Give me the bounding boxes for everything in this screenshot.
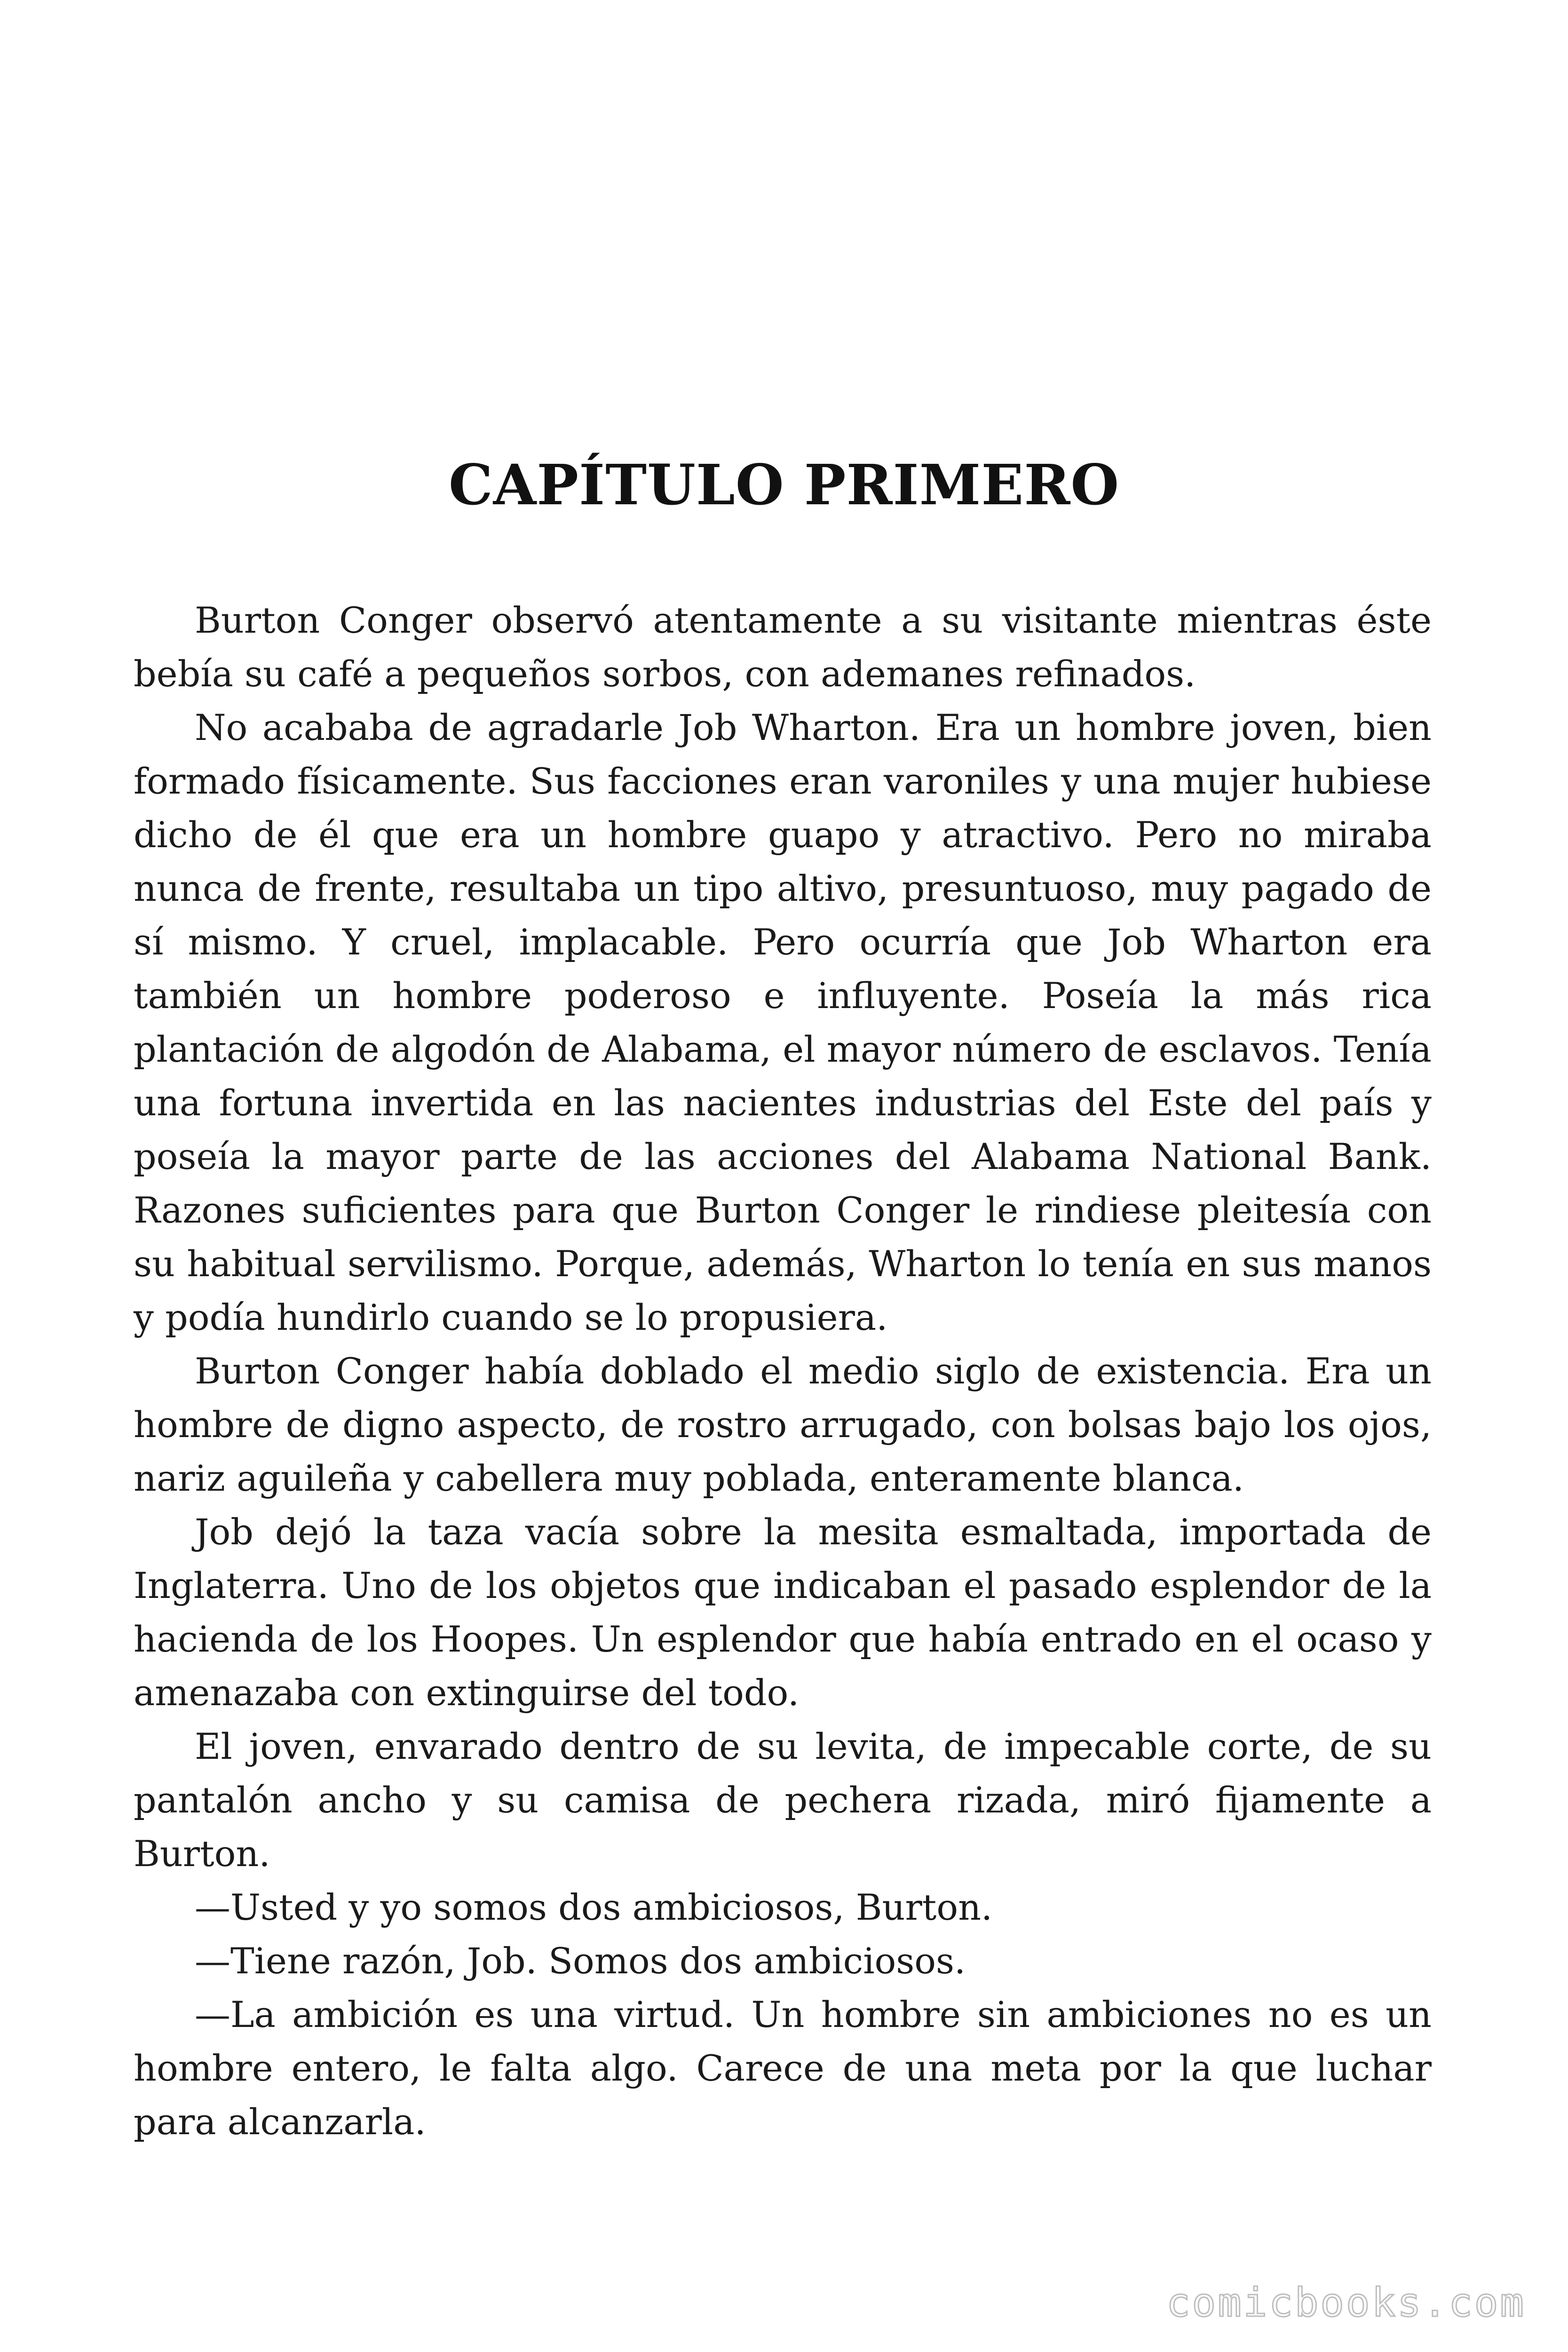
dialogue-line: —Tiene razón, Job. Somos dos ambiciosos. (195, 1940, 966, 1982)
dialogue-line: —Usted y yo somos dos ambiciosos, Burton. (195, 1886, 993, 1928)
chapter-title: CAPÍTULO PRIMERO (448, 452, 1120, 517)
paragraph: Job dejó la taza vacía sobre la mesita esmaltada, importada de Inglaterra. Uno de los objetos que indicaban el pasado esplendor de la hacienda de los Hoopes. Un esplendor que había entrado en el ocaso y amenazaba con extinguirse del todo. (134, 1511, 1432, 1714)
paragraph: Burton Conger había doblado el medio siglo de existencia. Era un hombre de digno aspecto, de rostro arrugado, con bolsas bajo los ojos, nariz aguileña y cabellera muy poblada, enteramente blanca. (134, 1350, 1432, 1499)
paragraph: Burton Conger observó atentamente a su visitante mientras éste bebía su café a pequeños sorbos, con ademanes refinados. (134, 599, 1432, 695)
dialogue-line: —La ambición es una virtud. Un hombre sin ambiciones no es un hombre entero, le falta algo. Carece de una meta por la que luchar para alcanzarla. (134, 1994, 1432, 2143)
watermark: comicbooks.com (1166, 2280, 1526, 2326)
paragraph: No acababa de agradarle Job Wharton. Era un hombre joven, bien formado físicamente. Sus facciones eran varoniles y una mujer hubiese dicho de él que era un hombre guapo y atractivo. Pero no miraba nunca de frente, resultaba un tipo altivo, presuntuoso, muy pagado de sí mismo. Y cruel, implacable. Pero ocurría que Job Wharton era también un hombre poderoso e influyente. Poseía la más rica plantación de algodón de Alabama, el mayor número de esclavos. Tenía una fortuna invertida en las nacientes industrias del Este del país y poseía la mayor parte de las acciones del Alabama National Bank. Razones suficientes para que Burton Conger le rindiese pleitesía con su habitual servilismo. Porque, además, Wharton lo tenía en sus manos y podía hundirlo cuando se lo propusiera. (134, 707, 1432, 1338)
chapter-body (134, 594, 1432, 2149)
paragraph: El joven, envarado dentro de su levita, de impecable corte, de su pantalón ancho y su camisa de pechera rizada, miró fijamente a Burton. (134, 1725, 1432, 1875)
